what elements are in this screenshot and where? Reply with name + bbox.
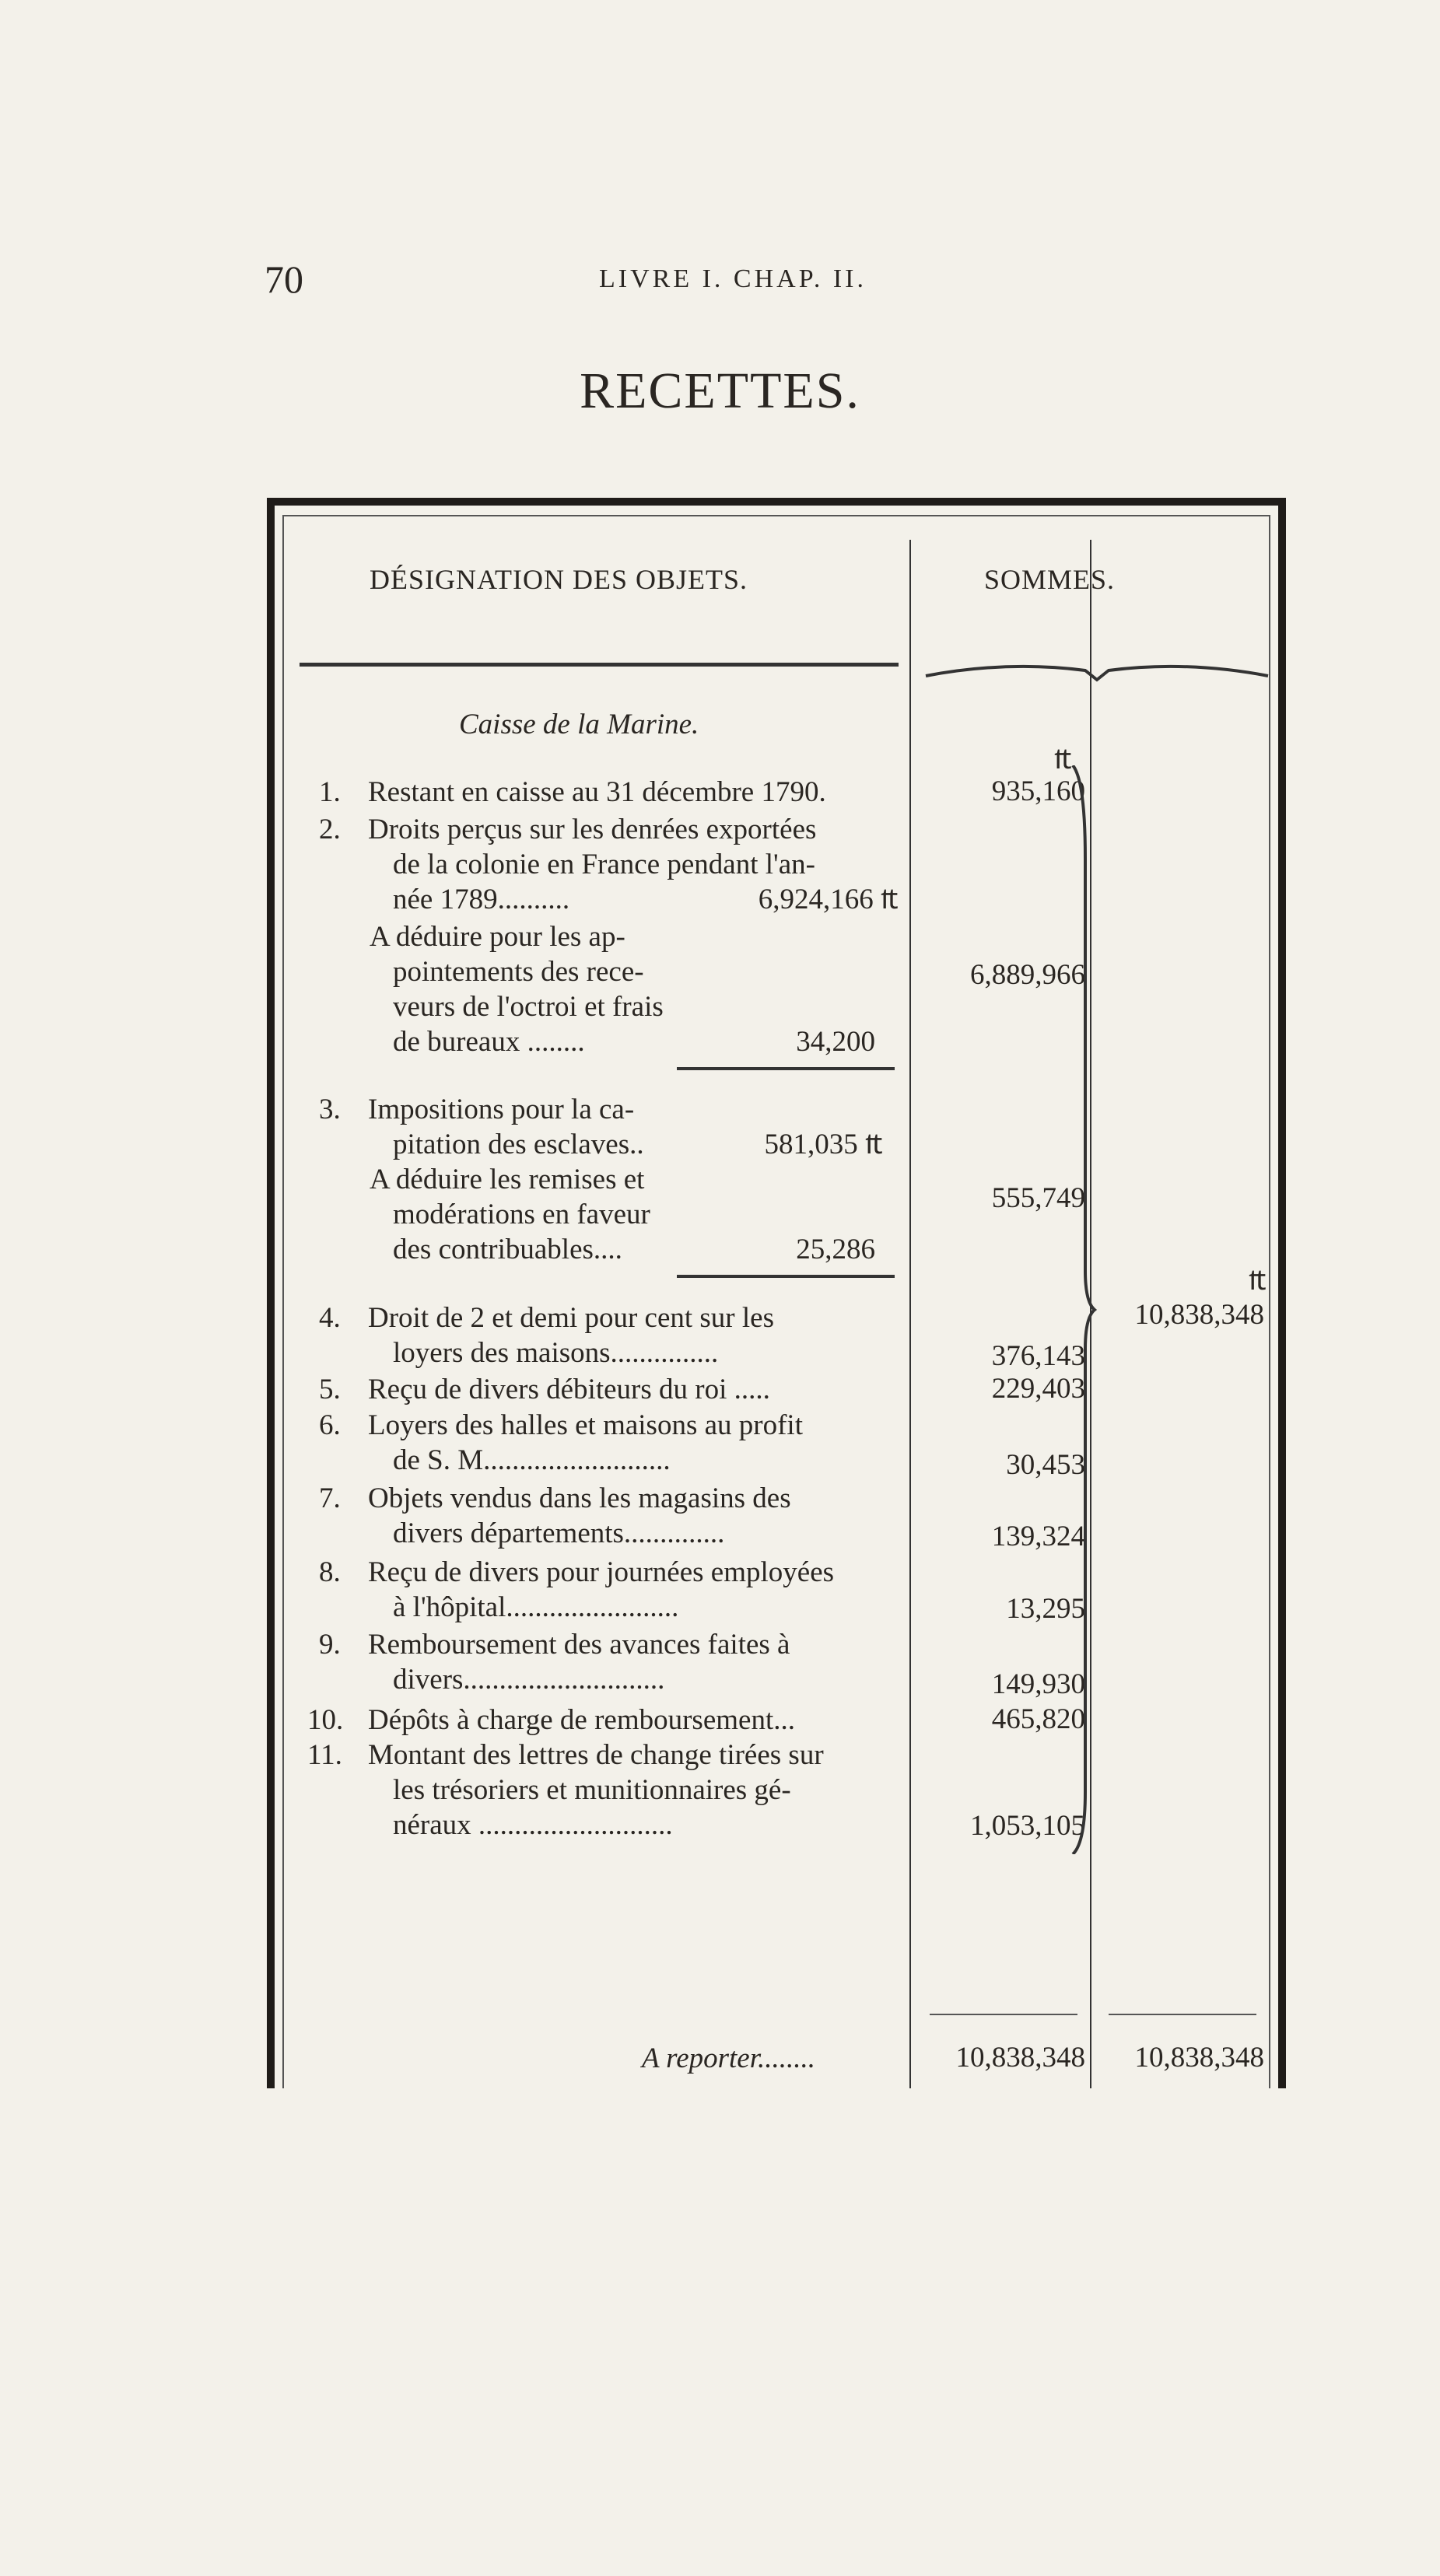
- table-inner-border: [282, 515, 1270, 2088]
- row-text: divers............................: [393, 1664, 665, 1696]
- column-header-designation: DÉSIGNATION DES OBJETS.: [370, 564, 748, 595]
- header-rule: [300, 663, 899, 667]
- row-number: 4.: [319, 1302, 341, 1334]
- row-number: 6.: [319, 1409, 341, 1441]
- currency-mark: ₶: [1249, 1265, 1267, 1297]
- row-sum: 139,324: [991, 1521, 1085, 1552]
- row-text: pointements des rece-: [393, 956, 644, 988]
- row-text: Dépôts à charge de remboursement...: [368, 1704, 795, 1736]
- currency-mark: ₶: [1054, 744, 1072, 775]
- row-text: divers départements..............: [393, 1517, 725, 1549]
- row-sum: 6,889,966: [970, 959, 1085, 991]
- row-text: Objets vendus dans les magasins des: [368, 1482, 791, 1514]
- running-head: [265, 257, 1206, 303]
- row-sum: 149,930: [991, 1668, 1085, 1700]
- inner-value: 581,035 ₶: [764, 1129, 883, 1160]
- subtraction-rule: [677, 1067, 895, 1070]
- row-text: A déduire les remises et: [370, 1164, 645, 1195]
- row-text: Restant en caisse au 31 décembre 1790.: [368, 776, 826, 808]
- row-text: des contribuables....: [393, 1234, 622, 1265]
- row-text: les trésoriers et munitionnaires gé-: [393, 1774, 791, 1806]
- row-sum: 376,143: [991, 1340, 1085, 1372]
- row-sum: 1,053,105: [970, 1810, 1085, 1842]
- row-text: de S. M..........................: [393, 1444, 671, 1476]
- carry-forward-total: 10,838,348: [1134, 2042, 1264, 2074]
- row-text: Impositions pour la ca-: [368, 1094, 635, 1125]
- page-number: 70: [265, 257, 303, 301]
- grand-total: 10,838,348: [1134, 1299, 1264, 1331]
- row-text: pitation des esclaves..: [393, 1129, 644, 1160]
- carry-forward-sum: 10,838,348: [955, 2042, 1085, 2074]
- row-number: 5.: [319, 1374, 341, 1405]
- carry-forward-label: A reporter........: [642, 2042, 816, 2074]
- row-sum: 555,749: [991, 1182, 1085, 1214]
- row-text: Montant des lettres de change tirées sur: [368, 1739, 824, 1771]
- row-text: Loyers des halles et maisons au profit: [368, 1409, 803, 1441]
- row-number: 11.: [307, 1739, 342, 1771]
- row-sum: 13,295: [1006, 1593, 1085, 1625]
- row-text: de la colonie en France pendant l'an-: [393, 849, 815, 880]
- inner-value: 34,200: [796, 1026, 875, 1058]
- section-caisse-marine: Caisse de la Marine.: [459, 709, 699, 740]
- row-number: 3.: [319, 1094, 341, 1125]
- row-text: loyers des maisons...............: [393, 1337, 719, 1369]
- row-text: veurs de l'octroi et frais: [393, 991, 664, 1023]
- row-number: 7.: [319, 1482, 341, 1514]
- row-text: Droit de 2 et demi pour cent sur les: [368, 1302, 774, 1334]
- row-text: néraux ...........................: [393, 1809, 673, 1841]
- row-text: de bureaux ........: [393, 1026, 585, 1058]
- row-text: Droits perçus sur les denrées exportées: [368, 814, 817, 845]
- row-sum: 229,403: [991, 1373, 1085, 1405]
- section-title: RECETTES.: [580, 362, 860, 419]
- row-sum: 465,820: [991, 1703, 1085, 1735]
- row-text: modérations en faveur: [393, 1199, 650, 1230]
- receipts-table: [267, 498, 1286, 2088]
- row-text: Reçu de divers débiteurs du roi .....: [368, 1374, 770, 1405]
- total-brace: [1068, 765, 1099, 1854]
- row-sum: 935,160: [991, 775, 1085, 807]
- row-text: Reçu de divers pour journées employées: [368, 1556, 835, 1588]
- inner-value: 25,286: [796, 1234, 875, 1265]
- row-number: 10.: [307, 1704, 344, 1736]
- inner-value: 6,924,166 ₶: [758, 884, 899, 915]
- row-number: 8.: [319, 1556, 341, 1588]
- total-rule: [1109, 2014, 1256, 2015]
- subtraction-rule: [677, 1275, 895, 1278]
- running-title: LIVRE I. CHAP. II.: [599, 264, 867, 293]
- row-text: Remboursement des avances faites à: [368, 1629, 790, 1661]
- column-divider-1: [909, 540, 911, 2088]
- row-number: 1.: [319, 776, 341, 808]
- row-text: A déduire pour les ap-: [370, 921, 625, 953]
- sum-rule: [930, 2014, 1077, 2015]
- column-header-sommes: SOMMES.: [984, 564, 1116, 595]
- row-text: née 1789..........: [393, 884, 570, 915]
- row-text: à l'hôpital........................: [393, 1591, 679, 1623]
- row-number: 2.: [319, 814, 341, 845]
- sommes-brace: [922, 656, 1272, 688]
- row-sum: 30,453: [1006, 1449, 1085, 1481]
- row-number: 9.: [319, 1629, 341, 1661]
